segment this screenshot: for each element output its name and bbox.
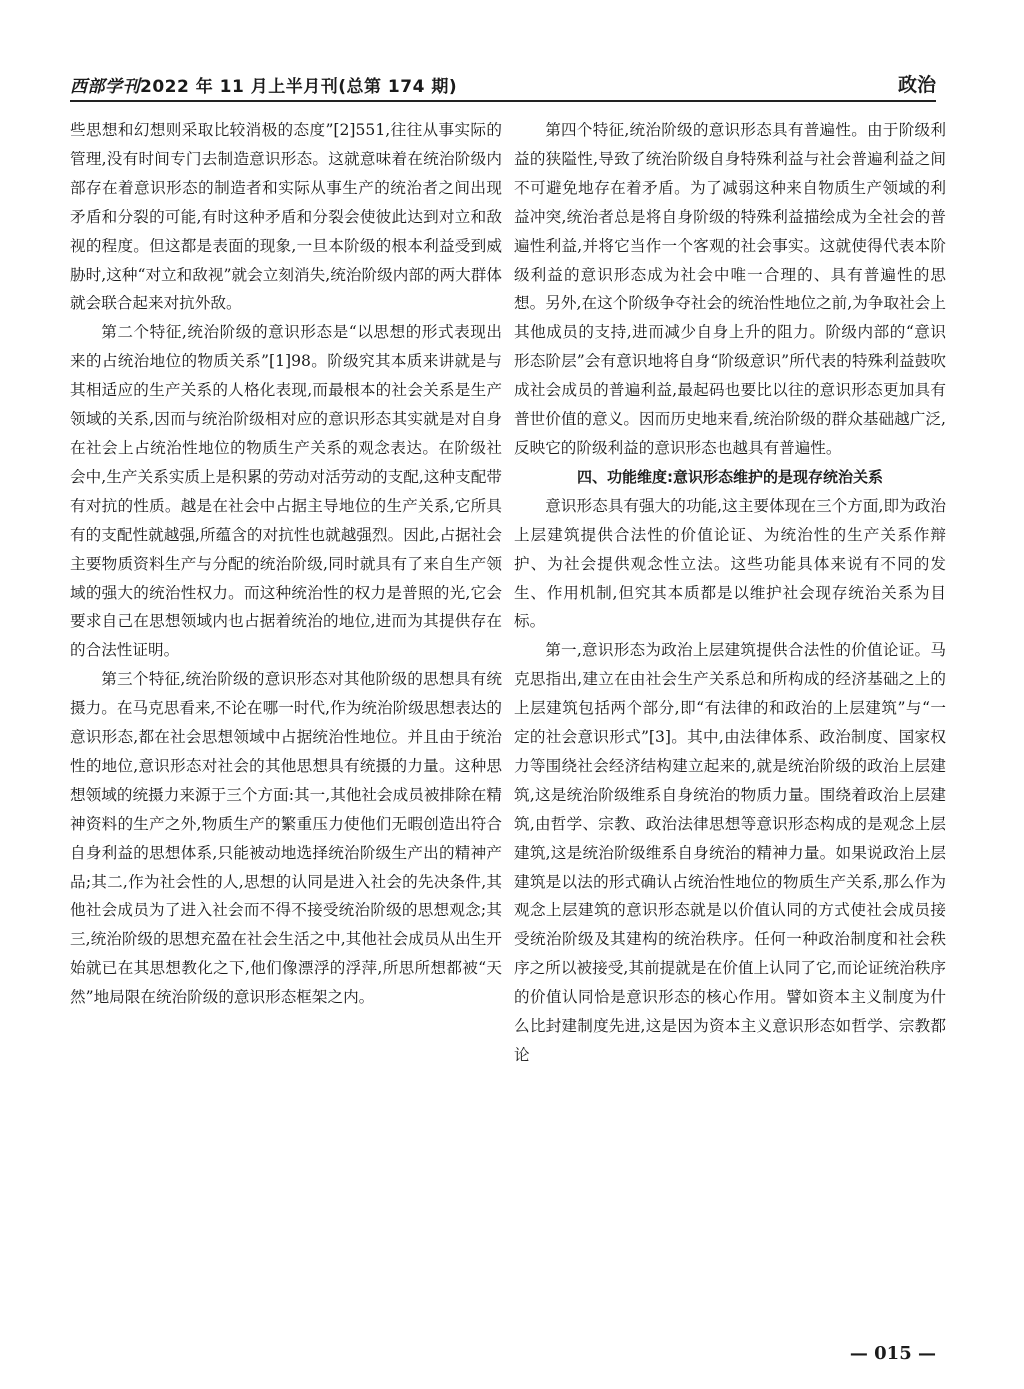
body-paragraph: 第一,意识形态为政治上层建筑提供合法性的价值论证。马克思指出,建立在由社会生产关系总和所构成的经济基础之上的上层建筑包括两个部分,即“有法律的和政治的上层建筑”与“一定的社会意识形式”[3]。其中,由法律体系、政治制度、国家权力等围绕社会经济结构建立起来的,就是统治阶级的政治上层建筑,这是统治阶级维系自身统治的物质力量。围绕着政治上层建筑,由哲学、宗教、政治法律思想等意识形态构成的是观念上层建筑,这是统治阶级维系自身统治的精神力量。如果说政治上层建筑是以法的形式确认占统治性地位的物质生产关系,那么作为观念上层建筑的意识形态就是以价值认同的方式使社会成员接受统治阶级及其建构的统治秩序。任何一种政治制度和社会秩序之所以被接受,其前提就是在价值上认同了它,而论证统治秩序的价值认同恰是意识形态的核心作用。譬如资本主义制度为什么比封建制度先进,这是因为资本主义意识形态如哲学、宗教都论 [514, 641, 946, 1064]
body-paragraph: 第三个特征,统治阶级的意识形态对其他阶级的思想具有统摄力。在马克思看来,不论在哪一时代,作为统治阶级思想表达的意识形态,都在社会思想领域中占据统治性地位。并且由于统治性的地位,意识形态对社会的其他思想具有统摄的力量。这种思想领域的统摄力来源于三个方面:其一,其他社会成员被排除在精神资料的生产之外,物质生产的繁重压力使他们无暇创造出符合自身利益的思想体系,只能被动地选择统治阶级生产出的精神产品;其二,作为社会性的人,思想的认同是进入社会的先决条件,其他社会成员为了进入社会而不得不接受统治阶级的思想观念;其三,统治阶级的思想充盈在社会生活之中,其他社会成员从出生开始就已在其思想教化之下,他们像漂浮的浮萍,所思所想都被“天然”地局限在统治阶级的意识形态框架之内。 [70, 670, 502, 1007]
section-heading: 四、功能维度:意识形态维护的是现存统治关系 [576, 467, 883, 486]
right-column [514, 116, 946, 1070]
body-paragraph: 意识形态具有强大的功能,这主要体现在三个方面,即为政治上层建筑提供合法性的价值论证、为统治性的生产关系作辩护、为社会提供观念性立法。这些功能具体来说有不同的发生、作用机制,但究其本质都是以维护社会现存统治关系为目标。 [514, 496, 946, 631]
body-paragraph: 些思想和幻想则采取比较消极的态度”[2]551,往往从事实际的管理,没有时间专门去制造意识形态。这就意味着在统治阶级内部存在着意识形态的制造者和实际从事生产的统治者之间出现矛盾和分裂的可能,有时这种矛盾和分裂会使彼此达到对立和敌视的程度。但这都是表面的现象,一旦本阶级的根本利益受到威胁时,这种“对立和敌视”就会立刻消失,统治阶级内部的两大群体就会联合起来对抗外敌。 [70, 121, 502, 313]
body-paragraph: 第四个特征,统治阶级的意识形态具有普遍性。由于阶级利益的狭隘性,导致了统治阶级自身特殊利益与社会普遍利益之间不可避免地存在着矛盾。为了减弱这种来自物质生产领域的利益冲突,统治者总是将自身阶级的特殊利益描绘成为全社会的普遍性利益,并将它当作一个客观的社会事实。这就使得代表本阶级利益的意识形态成为社会中唯一合理的、具有普遍性的思想。另外,在这个阶级争夺社会的统治性地位之前,为争取社会上其他成员的支持,进而减少自身上升的阻力。阶级内部的“意识形态阶层”会有意识地将自身“阶级意识”所代表的特殊利益鼓吹成社会成员的普遍利益,最起码也要比以往的意识形态更加具有普世价值的意义。因而历史地来看,统治阶级的群众基础越广泛,反映它的阶级利益的意识形态也越具有普遍性。 [514, 121, 946, 457]
issue-info: 2022 年 11 月上半月刊(总第 174 期) [140, 77, 458, 97]
journal-logo: 西部学刊 [70, 77, 140, 97]
page-number: — 015 — [849, 1343, 936, 1364]
section-label: 政治 [897, 74, 936, 96]
body-paragraph: 第二个特征,统治阶级的意识形态是“以思想的形式表现出来的占统治地位的物质关系”[1]98。阶级究其本质来讲就是与其相适应的生产关系的人格化表现,而最根本的社会关系是生产领域的关系,因而与统治阶级相对应的意识形态其实就是对自身在社会上占统治性地位的物质生产关系的观念表达。在阶级社会中,生产关系实质上是积累的劳动对活劳动的支配,这种支配带有对抗的性质。越是在社会中占据主导地位的生产关系,它所具有的支配性就越强,所蕴含的对抗性也就越强烈。因此,占据社会主要物质资料生产与分配的统治阶级,同时就具有了来自生产领域的强大的统治性权力。而这种统治性的权力是普照的光,它会要求自己在思想领域内也占据着统治的地位,进而为其提供存在的合法性证明。 [70, 323, 502, 660]
journal-title [70, 72, 457, 97]
left-column [70, 116, 502, 1012]
page-header [70, 66, 936, 102]
